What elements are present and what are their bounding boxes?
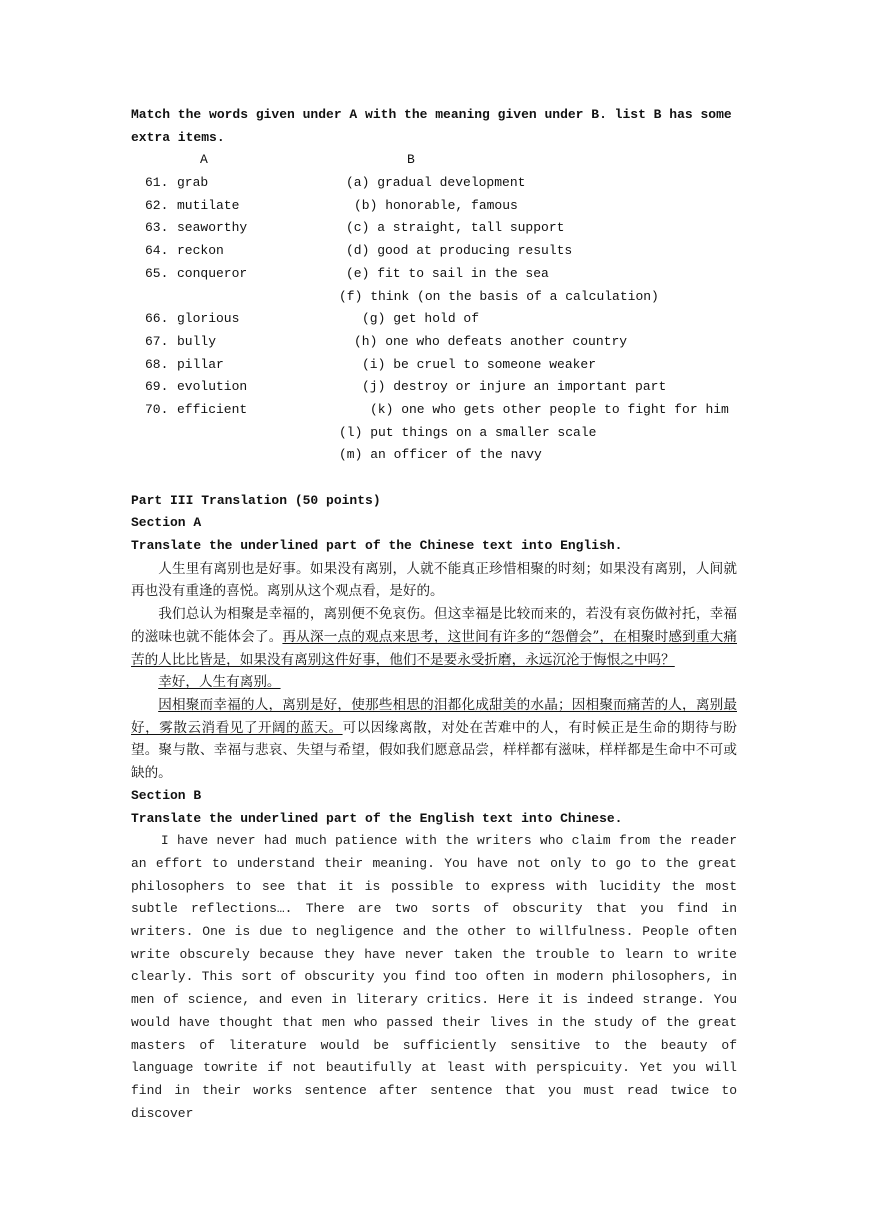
- chinese-paragraph-2: [131, 603, 737, 671]
- meaning-b: (l) put things on a smaller scale: [339, 424, 597, 440]
- chinese-plain-text: 我们总认为相聚是幸福的，离别便不免哀伤。但这幸福是比较而来的，若没有哀伤做衬托，幸福的滋味也就不能体会了。: [131, 606, 737, 645]
- matching-row: [131, 354, 737, 377]
- column-header-b: B: [407, 152, 415, 168]
- item-number: 64.: [145, 243, 169, 259]
- section-a-heading: Section A: [131, 515, 202, 531]
- word-a: glorious: [177, 311, 240, 327]
- matching-row: [131, 308, 737, 331]
- chinese-text: [131, 558, 737, 785]
- item-number: 61.: [145, 175, 169, 191]
- matching-row: [131, 376, 737, 399]
- chinese-plain-text: 可以因缘离散，对处在苦难中的人，有时候正是生命的期待与盼望。聚与散、幸福与悲哀、失望与希望，假如我们愿意品尝，样样都有滋味，样样都是生命中不可或缺的。: [131, 719, 738, 782]
- english-text: [131, 830, 737, 1125]
- meaning-b: (h) one who defeats another country: [354, 333, 628, 349]
- meaning-b: (e) fit to sail in the sea: [346, 265, 549, 281]
- meaning-b: (m) an officer of the navy: [339, 447, 542, 463]
- word-a: evolution: [177, 379, 248, 395]
- meaning-b: (g) get hold of: [362, 311, 480, 327]
- matching-row: [131, 286, 737, 309]
- item-number: 66.: [145, 311, 169, 327]
- section-b-heading: Section B: [131, 787, 202, 803]
- english-paragraph: I have never had much patience with the writers who claim from the reader an effort to understand their meaning. You have not only to go to the great philosophers to see that it is possible to express with lucidity the most subtle reflections…. There are two sorts of obscurity that you find in writers. One is due to negligence and the other to willfulness. People often write obscurely because they have never taken the trouble to learn to write clearly. This sort of obscurity you find too often in modern philosophers, in men of science, and even in literary critics. Here it is indeed strange. You would have thought that men who passed their lives in the study of the great masters of literature would be sufficiently sensitive to the beauty of language towrite if not beautifully at least with perspicuity. Yet you will find in their works sentence after sentence that you must read twice to discover: [131, 833, 737, 1121]
- matching-row: [131, 217, 737, 240]
- meaning-b: (a) gradual development: [346, 175, 526, 191]
- part3-title: Part III Translation (50 points): [131, 492, 381, 508]
- item-number: 70.: [145, 401, 169, 417]
- matching-row: [131, 444, 737, 467]
- word-a: pillar: [177, 356, 224, 372]
- chinese-paragraph-4: [131, 694, 737, 785]
- meaning-b: (j) destroy or injure an important part: [362, 379, 667, 395]
- item-number: 68.: [145, 356, 169, 372]
- section-b-instruction: Translate the underlined part of the English text into Chinese.: [131, 810, 623, 826]
- word-a: bully: [177, 333, 217, 349]
- word-a: reckon: [177, 243, 224, 259]
- item-number: 63.: [145, 220, 169, 236]
- column-header-a: A: [200, 152, 208, 168]
- word-a: grab: [177, 175, 209, 191]
- meaning-b: (i) be cruel to someone weaker: [362, 356, 597, 372]
- underlined-translation-text: 因相聚而幸福的人，离别是好，使那些相思的泪都化成甜美的水晶；因相聚而痛苦的人，离别最好，雾散云消看见了开阔的蓝天。: [131, 697, 737, 736]
- meaning-b: (f) think (on the basis of a calculation): [339, 288, 659, 304]
- matching-row: [131, 263, 737, 286]
- word-a: efficient: [177, 401, 248, 417]
- word-a: seaworthy: [177, 220, 248, 236]
- underlined-translation-text: 幸好，人生有离别。: [158, 674, 281, 691]
- word-a: mutilate: [177, 197, 240, 213]
- item-number: 67.: [145, 333, 169, 349]
- section-a-instruction: Translate the underlined part of the Chinese text into English.: [131, 538, 623, 554]
- meaning-b: (d) good at producing results: [346, 243, 573, 259]
- underlined-translation-text: 再从深一点的观点来思考，这世间有许多的“怨僧会”，在相聚时感到重大痛苦的人比比皆是，如果没有离别这件好事，他们不是要永受折磨，永远沉沦于悔恨之中吗？: [131, 628, 737, 668]
- meaning-b: (c) a straight, tall support: [346, 220, 565, 236]
- matching-list: [131, 172, 737, 467]
- matching-row: [131, 195, 737, 218]
- item-number: 65.: [145, 265, 169, 281]
- matching-row: [131, 422, 737, 445]
- matching-row: [131, 331, 737, 354]
- matching-row: [131, 399, 737, 422]
- meaning-b: (k) one who gets other people to fight for him: [370, 401, 729, 417]
- matching-row: [131, 240, 737, 263]
- meaning-b: (b) honorable, famous: [354, 197, 518, 213]
- word-a: conqueror: [177, 265, 248, 281]
- document-page: [131, 104, 737, 1125]
- column-headers: [131, 149, 737, 172]
- chinese-paragraph-1: 人生里有离别也是好事。如果没有离别，人就不能真正珍惜相聚的时刻；如果没有离别，人间就再也没有重逢的喜悦。离别从这个观点看，是好的。: [131, 560, 737, 600]
- item-number: 62.: [145, 197, 169, 213]
- chinese-paragraph-3: [131, 671, 737, 694]
- matching-row: [131, 172, 737, 195]
- matching-instruction: Match the words given under A with the meaning given under B. list B has some extra items.: [131, 107, 732, 145]
- item-number: 69.: [145, 379, 169, 395]
